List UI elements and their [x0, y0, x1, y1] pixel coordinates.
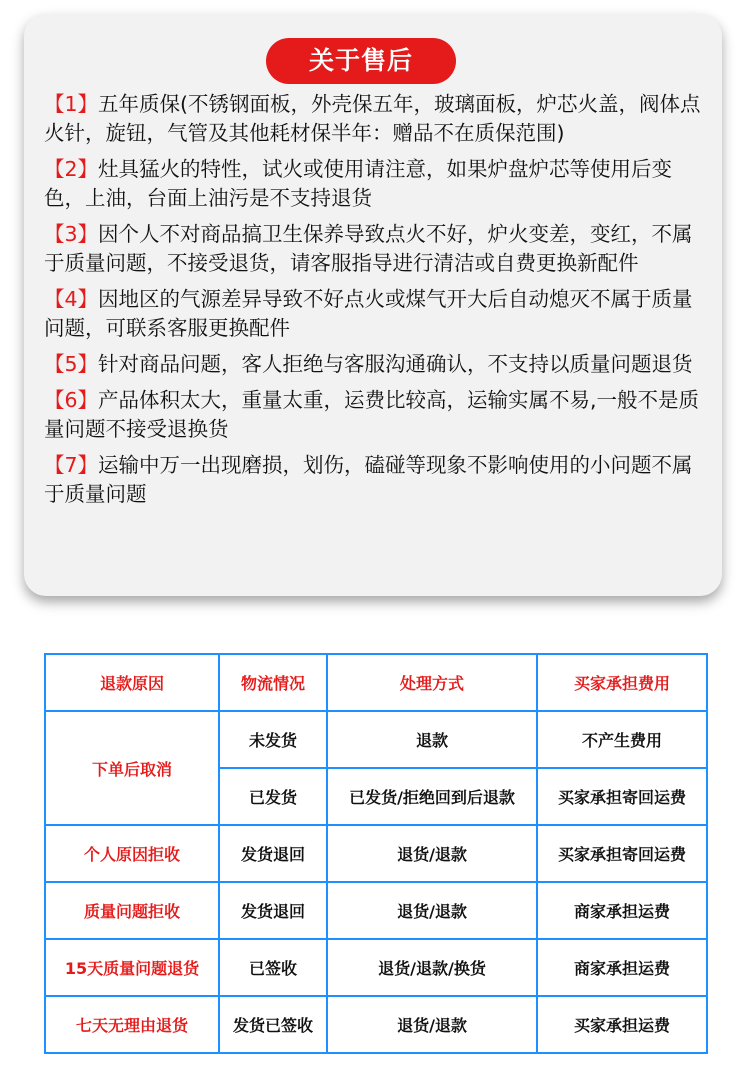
rule-text: 因地区的气源差异导致不好点火或煤气开大后自动熄灭不属于质量问题，可联系客服更换配件	[44, 287, 693, 340]
header-refund-reason: 退款原因	[45, 654, 219, 711]
rule-number: 【7】	[44, 453, 99, 477]
logistics-cell: 发货退回	[219, 882, 327, 939]
reason-cell: 个人原因拒收	[45, 825, 219, 882]
table-row	[45, 996, 707, 1053]
cost-cell: 买家承担运费	[537, 996, 707, 1053]
handling-cell: 退款	[327, 711, 537, 768]
header-logistics: 物流情况	[219, 654, 327, 711]
rule-number: 【6】	[44, 388, 99, 412]
logistics-cell: 未发货	[219, 711, 327, 768]
rule-number: 【2】	[44, 157, 99, 181]
rule-item	[44, 155, 712, 213]
header-buyer-cost: 买家承担费用	[537, 654, 707, 711]
rule-text: 针对商品问题，客人拒绝与客服沟通确认，不支持以质量问题退货	[98, 352, 693, 376]
cost-cell: 买家承担寄回运费	[537, 825, 707, 882]
logistics-cell: 发货已签收	[219, 996, 327, 1053]
cost-cell: 不产生费用	[537, 711, 707, 768]
reason-cell: 七天无理由退货	[45, 996, 219, 1053]
cost-cell: 买家承担寄回运费	[537, 768, 707, 825]
reason-cell: 质量问题拒收	[45, 882, 219, 939]
rule-item	[44, 220, 712, 278]
rule-number: 【1】	[44, 92, 99, 116]
cost-cell: 商家承担运费	[537, 939, 707, 996]
table-row	[45, 711, 707, 768]
table-row	[45, 882, 707, 939]
logistics-cell: 发货退回	[219, 825, 327, 882]
logistics-cell: 已发货	[219, 768, 327, 825]
rule-item	[44, 285, 712, 343]
rule-number: 【3】	[44, 222, 99, 246]
rule-text: 产品体积太大，重量太重，运费比较高，运输实属不易,一般不是质量问题不接受退换货	[44, 388, 700, 441]
handling-cell: 退货/退款	[327, 996, 537, 1053]
table-row	[45, 825, 707, 882]
reason-cell: 下单后取消	[45, 711, 219, 825]
logistics-cell: 已签收	[219, 939, 327, 996]
rule-item	[44, 90, 712, 148]
rules-list	[44, 90, 712, 516]
rule-text: 运输中万一出现磨损，划伤，磕碰等现象不影响使用的小问题不属于质量问题	[44, 453, 693, 506]
notice-title: 关于售后	[266, 38, 456, 84]
handling-cell: 退货/退款	[327, 825, 537, 882]
reason-cell: 15天质量问题退货	[45, 939, 219, 996]
rule-number: 【4】	[44, 287, 99, 311]
after-sales-table	[44, 653, 708, 1054]
cost-cell: 商家承担运费	[537, 882, 707, 939]
rule-text: 因个人不对商品搞卫生保养导致点火不好，炉火变差，变红，不属于质量问题，不接受退货，请客服指导进行清洁或自费更换新配件	[44, 222, 693, 275]
rule-item	[44, 350, 712, 379]
rule-number: 【5】	[44, 352, 99, 376]
rule-text: 五年质保(不锈钢面板，外壳保五年，玻璃面板，炉芯火盖，阀体点火针，旋钮，气管及其他耗材保半年：赠品不在质保范围)	[44, 92, 701, 145]
handling-cell: 退货/退款	[327, 882, 537, 939]
rule-item	[44, 386, 712, 444]
table-row	[45, 939, 707, 996]
handling-cell: 退货/退款/换货	[327, 939, 537, 996]
handling-cell: 已发货/拒绝回到后退款	[327, 768, 537, 825]
rule-text: 灶具猛火的特性，试火或使用请注意，如果炉盘炉芯等使用后变色，上油，台面上油污是不支持退货	[44, 157, 673, 210]
header-handling: 处理方式	[327, 654, 537, 711]
table-header-row	[45, 654, 707, 711]
rule-item	[44, 451, 712, 509]
